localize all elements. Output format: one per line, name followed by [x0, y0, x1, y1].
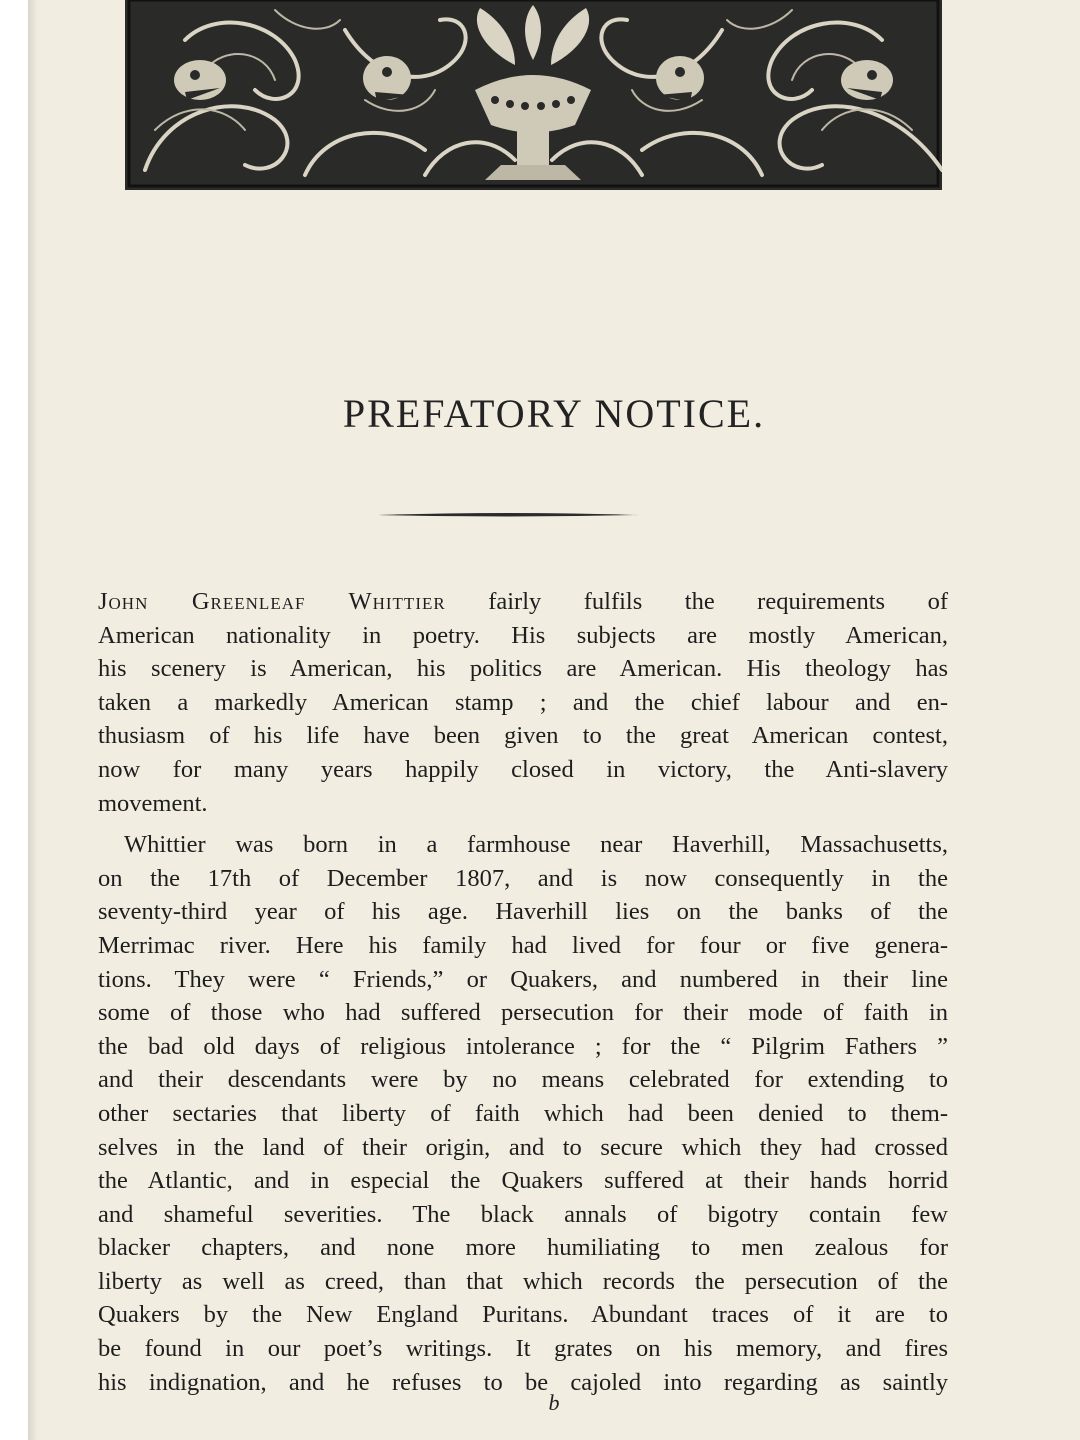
text-line: selves in the land of their origin, and to secure which they had crossed	[98, 1133, 948, 1161]
text-line: now for many years happily closed in victory, the Anti-slavery	[98, 755, 948, 783]
text-line: John Greenleaf Whittier fairly fulfils the requirements of	[98, 588, 948, 615]
text-line: other sectaries that liberty of faith which had been denied to them-	[98, 1099, 948, 1127]
ornamental-rule	[378, 512, 638, 518]
text-line: seventy-third year of his age. Haverhill lies on the banks of the	[98, 898, 948, 926]
text-line: Merrimac river. Here his family had lived for four or five genera-	[98, 931, 948, 959]
text-line: blacker chapters, and none more humiliating to men zealous for	[98, 1234, 948, 1262]
text-line: Quakers by the New England Puritans. Abundant traces of it are to	[98, 1301, 948, 1329]
text-line: movement.	[98, 789, 208, 817]
text-line: his scenery is American, his politics are American. His theology has	[98, 655, 948, 683]
text-line: on the 17th of December 1807, and is now consequently in the	[98, 864, 948, 892]
text-line: tions. They were “ Friends,” or Quakers, and numbered in their line	[98, 965, 948, 993]
body-text	[98, 585, 948, 1399]
page-title: PREFATORY NOTICE.	[342, 391, 766, 436]
page-edge-shadow	[28, 0, 38, 1440]
paragraph-1	[98, 585, 948, 820]
text-line: some of those who had suffered persecution for their mode of faith in	[98, 999, 948, 1027]
book-page	[28, 0, 1080, 1440]
paragraph-2	[98, 828, 948, 1399]
text-line: his indignation, and he refuses to be cajoled into regarding as saintly	[98, 1368, 948, 1396]
text-line: American nationality in poetry. His subjects are mostly American,	[98, 621, 948, 649]
text-line: liberty as well as creed, than that which records the persecution of the	[98, 1267, 948, 1295]
ornamental-headpiece	[125, 0, 942, 190]
page-signature: b	[548, 1390, 560, 1415]
text-line: thusiasm of his life have been given to the great American contest,	[98, 722, 948, 750]
text-line: Whittier was born in a farmhouse near Haverhill, Massachusetts,	[124, 831, 948, 859]
text-line: the bad old days of religious intolerance ; for the “ Pilgrim Fathers ”	[98, 1032, 948, 1060]
text-line: be found in our poet’s writings. It grates on his memory, and fires	[98, 1335, 948, 1363]
text-line: and their descendants were by no means celebrated for extending to	[98, 1066, 948, 1094]
text-line: taken a markedly American stamp ; and the chief labour and en-	[98, 688, 948, 716]
author-name: John Greenleaf Whittier	[98, 588, 446, 615]
paragraph-gap	[98, 820, 948, 828]
text-line: the Atlantic, and in especial the Quakers suffered at their hands horrid	[98, 1167, 948, 1195]
headpiece-engraving	[125, 0, 942, 190]
text-line: and shameful severities. The black annals of bigotry contain few	[98, 1200, 948, 1228]
